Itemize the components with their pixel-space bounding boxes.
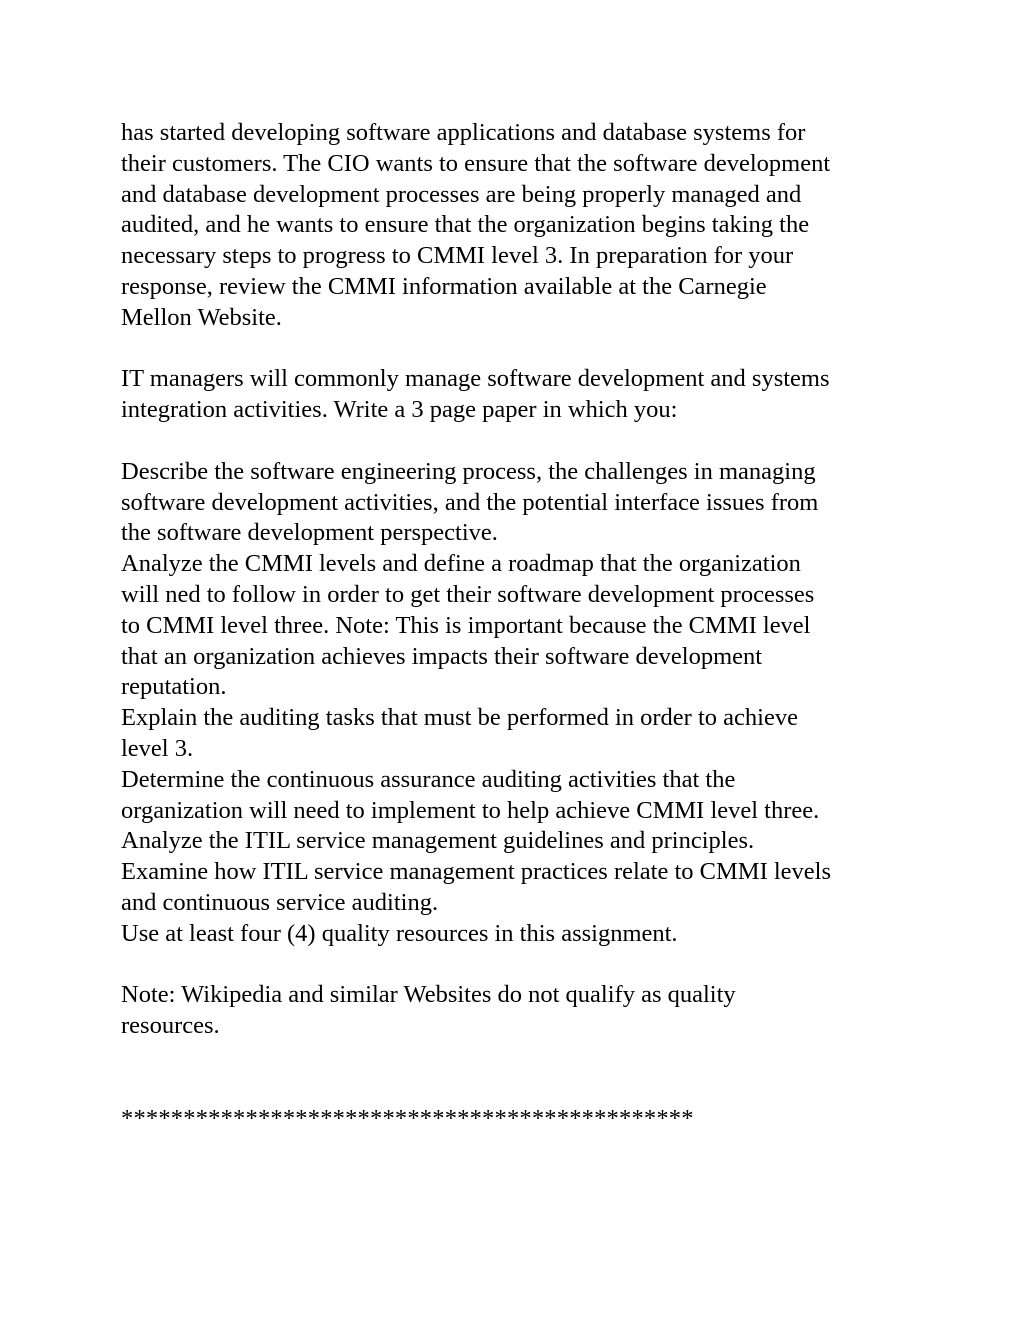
- requirement-item: Determine the continuous assurance auditing activities that the organization will need to implement to help achieve CMMI level three.: [121, 765, 820, 824]
- requirements-list: [121, 457, 911, 950]
- requirement-item: Describe the software engineering process, the challenges in managing software development activities, and the potential interface issues from the software development perspective.: [121, 457, 819, 547]
- separator-line: **********************************************: [121, 1104, 694, 1132]
- assignment-paragraph: IT managers will commonly manage software development and systems integration activities. Write a 3 page paper in which you:: [121, 365, 830, 424]
- requirement-item: Analyze the CMMI levels and define a roadmap that the organization will ned to follow in order to get their software development processes to CMMI level three. Note: This is important because the CMMI level that an organization achieves impacts their software development reputation.: [121, 550, 815, 701]
- intro-paragraph: has started developing software applications and database systems for their customers. The CIO wants to ensure that the software development and database development processes are being properly managed and audited, and he wants to ensure that the organization begins taking the necessary steps to progress to CMMI level 3. In preparation for your response, review the CMMI information available at the Carnegie Mellon Website.: [121, 119, 831, 331]
- note-paragraph: Note: Wikipedia and similar Websites do not qualify as quality resources.: [121, 981, 736, 1040]
- requirement-item: Examine how ITIL service management practices relate to CMMI levels and continuous service auditing.: [121, 858, 831, 916]
- requirement-item: Analyze the ITIL service management guidelines and principles.: [121, 827, 755, 855]
- document-page: [121, 118, 911, 1134]
- requirement-item: Explain the auditing tasks that must be performed in order to achieve level 3.: [121, 704, 798, 762]
- requirement-item: Use at least four (4) quality resources in this assignment.: [121, 919, 678, 947]
